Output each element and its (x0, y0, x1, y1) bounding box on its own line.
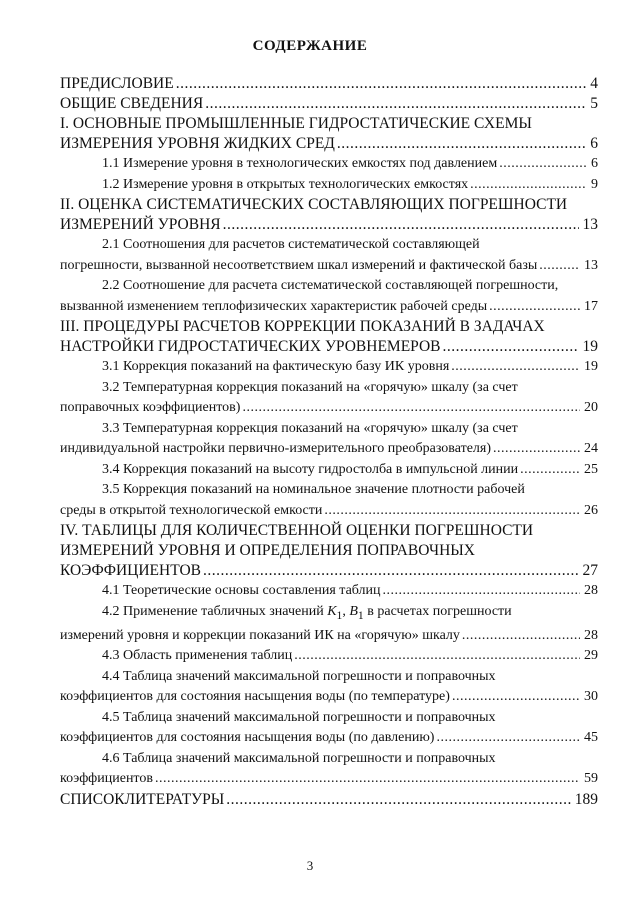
dot-leader (242, 398, 580, 419)
toc-page-number: 6 (591, 156, 598, 171)
toc-page-number: 25 (584, 461, 598, 477)
toc-entry-title-line: среды в открытой технологической емкости (60, 502, 323, 518)
dot-leader (383, 581, 580, 602)
dot-leader (443, 337, 579, 357)
symbol-b: B (349, 603, 358, 619)
toc-entry-2-2[interactable] (60, 276, 598, 317)
toc-entry-title-line: II. ОЦЕНКА СИСТЕМАТИЧЕСКИХ СОСТАВЛЯЮЩИХ ПОГРЕШНОСТИ (60, 196, 568, 213)
toc-entry-title-line (60, 602, 598, 626)
dot-leader (499, 154, 587, 175)
dot-leader (294, 646, 580, 667)
dot-leader (520, 460, 580, 481)
toc-entry-title: 4.3 Область применения таблиц (102, 648, 293, 664)
toc-entry-general[interactable] (60, 94, 598, 114)
dot-leader (223, 215, 579, 235)
toc-entry-1-1[interactable] (60, 154, 598, 175)
dot-leader (452, 687, 580, 708)
toc-entry-1-2[interactable] (60, 175, 598, 196)
page-title: СОДЕРЖАНИЕ (252, 38, 368, 54)
dot-leader (539, 256, 580, 277)
toc-entry-preface[interactable] (60, 74, 598, 94)
toc-page-number: 30 (584, 689, 598, 705)
dot-leader (176, 74, 587, 94)
toc-page-number: 13 (584, 257, 598, 273)
toc-page-number: 189 (574, 790, 598, 808)
toc-entry-title: ОБЩИЕ СВЕДЕНИЯ (60, 95, 204, 112)
toc-entry-title-line: 3.5 Коррекция показаний на номинальное значение плотности рабочей (102, 482, 525, 497)
dot-leader (489, 297, 580, 318)
toc-page-number: 5 (590, 95, 598, 112)
toc-entry-references[interactable] (60, 790, 598, 810)
toc-entry-title-line: I. ОСНОВНЫЕ ПРОМЫШЛЕННЫЕ ГИДРОСТАТИЧЕСКИЕ СХЕМЫ (60, 115, 532, 132)
toc-entry-title: 4.1 Теоретические основы составления таблиц (102, 583, 381, 598)
toc-page-number: 45 (584, 730, 598, 746)
toc-entry-3-3[interactable] (60, 419, 598, 460)
toc-entry-title-line: индивидуальной настройки первично-измерительного преобразователя) (60, 441, 491, 456)
toc-page-number: 19 (582, 338, 598, 355)
toc-entry-chapter-3[interactable] (60, 317, 598, 357)
toc-entry-title-line: 4.4 Таблица значений максимальной погрешности и поправочных (102, 668, 496, 684)
dot-leader (203, 561, 579, 581)
toc-entry-title-line: IV. ТАБЛИЦЫ ДЛЯ КОЛИЧЕСТВЕННОЙ ОЦЕНКИ ПОГРЕШНОСТИ (60, 522, 534, 539)
toc-entry-title-line: 4.6 Таблица значений максимальной погрешности и поправочных (102, 750, 496, 766)
toc-entry-title: СПИСОКЛИТЕРАТУРЫ (60, 790, 225, 808)
dot-leader (462, 626, 580, 647)
dot-leader (205, 94, 586, 114)
dot-leader (337, 134, 586, 154)
toc-entry-title-line: поправочных коэффициентов) (60, 400, 241, 415)
dot-leader (470, 175, 587, 196)
toc-entry-title-line: 2.2 Соотношение для расчета систематической составляющей погрешности, (102, 278, 559, 293)
toc-entry-4-5[interactable] (60, 708, 598, 749)
toc-entry-title-line: ИЗМЕРЕНИЙ УРОВНЯ И ОПРЕДЕЛЕНИЯ ПОПРАВОЧНЫХ (60, 542, 475, 559)
dot-leader (451, 357, 580, 378)
toc-entry-title-line: коэффициентов для состояния насыщения воды (по давлению) (60, 730, 435, 746)
toc-entry-title: 1.2 Измерение уровня в открытых технологических емкостях (102, 176, 469, 192)
toc-entry-title: 1.1 Измерение уровня в технологических емкостях под давлением (102, 156, 498, 171)
toc-entry-4-3[interactable] (60, 646, 598, 667)
symbol-k-subscript: 1 (336, 608, 343, 622)
table-of-contents (60, 74, 598, 810)
toc-entry-title-line: коэффициентов для состояния насыщения воды (по температуре) (60, 689, 450, 705)
toc-entry-title-line: III. ПРОЦЕДУРЫ РАСЧЕТОВ КОРРЕКЦИИ ПОКАЗАНИЙ В ЗАДАЧАХ (60, 318, 545, 335)
toc-entry-3-2[interactable] (60, 378, 598, 419)
toc-entry-4-6[interactable] (60, 749, 598, 790)
toc-entry-title-line: вызванной изменением теплофизических характеристик рабочей среды (60, 298, 488, 314)
toc-page-number: 29 (584, 648, 598, 664)
toc-entry-title-line: 4.5 Таблица значений максимальной погрешности и поправочных (102, 709, 496, 725)
toc-entry-title: 3.1 Коррекция показаний на фактическую базу ИК уровня (102, 359, 450, 374)
toc-page-number: 9 (591, 176, 598, 192)
dot-leader (436, 728, 580, 749)
toc-entry-3-4[interactable] (60, 460, 598, 481)
toc-entry-title-line: измерений уровня и коррекции показаний ИК на «горячую» шкалу (60, 627, 460, 643)
toc-entry-4-2[interactable] (60, 602, 598, 647)
toc-entry-title-line: ИЗМЕРЕНИЙ УРОВНЯ (60, 216, 221, 233)
toc-entry-2-1[interactable] (60, 235, 598, 276)
toc-page-number: 4 (590, 75, 598, 92)
toc-entry-title-line: НАСТРОЙКИ ГИДРОСТАТИЧЕСКИХ УРОВНЕМЕРОВ (60, 338, 441, 355)
toc-entry-title-line: КОЭФФИЦИЕНТОВ (60, 562, 201, 579)
toc-page-number: 26 (584, 502, 598, 518)
toc-entry-title-line: 2.1 Соотношения для расчетов систематической составляющей (102, 237, 480, 252)
toc-entry-chapter-4[interactable] (60, 521, 598, 581)
toc-page-number: 24 (584, 441, 598, 456)
toc-page-number: 20 (584, 400, 598, 415)
toc-entry-title: 3.4 Коррекция показаний на высоту гидростолба в импульсной линии (102, 461, 519, 477)
page-number: 3 (306, 858, 314, 873)
toc-page-number: 28 (584, 583, 598, 598)
toc-entry-title-line: коэффициентов (60, 771, 153, 787)
toc-entry-3-5[interactable] (60, 480, 598, 521)
symbol-b-subscript: 1 (357, 608, 364, 622)
toc-text-part: в расчетах погрешности (363, 603, 512, 619)
toc-entry-title-line: 3.2 Температурная коррекция показаний на «горячую» шкалу (за счет (102, 379, 518, 395)
symbol-k: K (327, 603, 337, 619)
dot-leader (155, 769, 580, 790)
toc-page-number: 19 (584, 359, 598, 374)
dot-leader (324, 501, 580, 522)
toc-page-number: 17 (584, 298, 598, 314)
toc-page-number: 13 (582, 216, 598, 233)
toc-entry-chapter-2[interactable] (60, 195, 598, 235)
toc-entry-4-4[interactable] (60, 667, 598, 708)
toc-page-number: 59 (584, 771, 598, 787)
dot-leader (226, 790, 570, 810)
toc-text-part: 4.2 Применение табличных значений (102, 603, 328, 619)
toc-page-number: 28 (584, 627, 598, 643)
toc-entry-title-line: погрешности, вызванной несоответствием шкал измерений и фактической базы (60, 257, 538, 273)
dot-leader (493, 439, 580, 460)
toc-page-number: 27 (582, 562, 598, 579)
toc-entry-4-1[interactable] (60, 581, 598, 602)
toc-entry-chapter-1[interactable] (60, 114, 598, 154)
toc-entry-title-line: ИЗМЕРЕНИЯ УРОВНЯ ЖИДКИХ СРЕД (60, 135, 335, 152)
toc-entry-3-1[interactable] (60, 357, 598, 378)
toc-entry-title-line: 3.3 Температурная коррекция показаний на «горячую» шкалу (за счет (102, 420, 518, 436)
toc-page-number: 6 (590, 135, 598, 152)
toc-entry-title: ПРЕДИСЛОВИЕ (60, 75, 174, 92)
toc-text-part: , (342, 603, 350, 619)
